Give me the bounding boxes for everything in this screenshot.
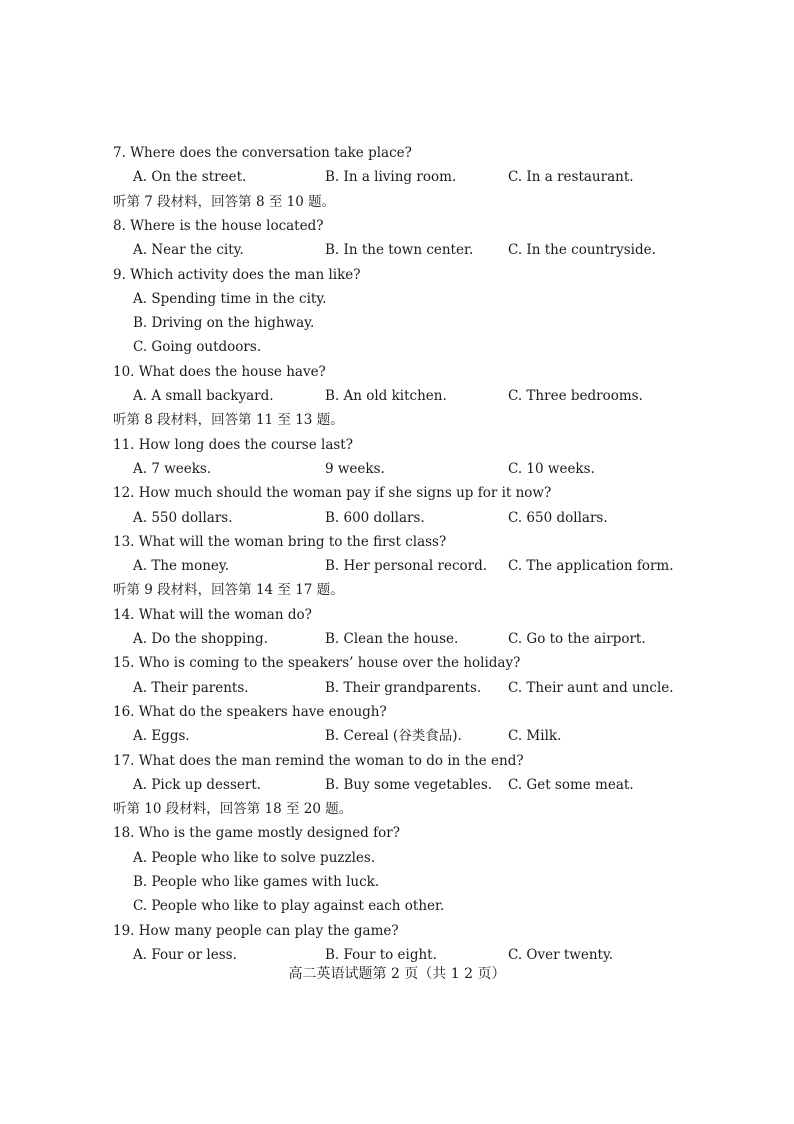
section-instruction: 听第 10 段材料，回答第 18 至 20 题。 [113, 801, 353, 817]
option-c: C. In the countryside. [508, 242, 656, 258]
option-b: B. Cereal (谷类食品). [325, 728, 462, 744]
question-text: 19. How many people can play the game? [113, 923, 399, 939]
page-footer: 高二英语试题第 2 页（共 1 2 页） [288, 966, 506, 982]
question-text: 15. Who is coming to the speakers’ house over the holiday? [113, 655, 521, 671]
option-a: A. Do the shopping. [133, 631, 268, 647]
option-line: B. People who like games with luck. [133, 874, 380, 890]
option-c: C. 10 weeks. [508, 461, 595, 477]
option-a: A. Near the city. [133, 242, 244, 258]
question-text: 14. What will the woman do? [113, 607, 312, 623]
question-text: 10. What does the house have? [113, 364, 326, 380]
option-c: C. In a restaurant. [508, 169, 634, 185]
option-b: B. Her personal record. [325, 558, 488, 574]
option-b: B. In a living room. [325, 169, 457, 185]
question-text: 9. Which activity does the man like? [113, 267, 361, 283]
option-a: A. The money. [133, 558, 230, 574]
question-text: 7. Where does the conversation take place? [113, 145, 412, 161]
option-line: C. People who like to play against each other. [133, 898, 445, 914]
option-a: A. Their parents. [133, 680, 249, 696]
question-text: 17. What does the man remind the woman to do in the end? [113, 753, 524, 769]
option-a: A. On the street. [133, 169, 247, 185]
section-instruction: 听第 7 段材料，回答第 8 至 10 题。 [113, 194, 336, 210]
question-text: 16. What do the speakers have enough? [113, 704, 387, 720]
option-b: B. In the town center. [325, 242, 474, 258]
option-a: A. Eggs. [133, 728, 190, 744]
section-instruction: 听第 8 段材料，回答第 11 至 13 题。 [113, 412, 344, 428]
option-c: C. Three bedrooms. [508, 388, 643, 404]
option-c: C. 650 dollars. [508, 510, 608, 526]
option-c: C. Their aunt and uncle. [508, 680, 674, 696]
option-line: A. Spending time in the city. [133, 291, 327, 307]
option-b: B. An old kitchen. [325, 388, 447, 404]
question-text: 18. Who is the game mostly designed for? [113, 825, 400, 841]
option-b: B. Clean the house. [325, 631, 459, 647]
option-b: 9 weeks. [325, 461, 385, 477]
option-a: A. 7 weeks. [133, 461, 212, 477]
question-text: 8. Where is the house located? [113, 218, 324, 234]
option-c: C. The application form. [508, 558, 674, 574]
option-b: B. Buy some vegetables. [325, 777, 493, 793]
option-b: B. Their grandparents. [325, 680, 482, 696]
question-text: 13. What will the woman bring to the first class? [113, 534, 447, 550]
option-a: A. A small backyard. [133, 388, 274, 404]
option-a: A. Four or less. [133, 947, 237, 963]
section-instruction: 听第 9 段材料，回答第 14 至 17 题。 [113, 582, 344, 598]
option-b: B. 600 dollars. [325, 510, 425, 526]
option-c: C. Milk. [508, 728, 562, 744]
option-line: A. People who like to solve puzzles. [133, 850, 376, 866]
option-c: C. Go to the airport. [508, 631, 646, 647]
question-text: 12. How much should the woman pay if she signs up for it now? [113, 485, 552, 501]
option-line: C. Going outdoors. [133, 339, 262, 355]
question-text: 11. How long does the course last? [113, 437, 353, 453]
option-c: C. Over twenty. [508, 947, 614, 963]
option-c: C. Get some meat. [508, 777, 634, 793]
option-line: B. Driving on the highway. [133, 315, 315, 331]
option-b: B. Four to eight. [325, 947, 437, 963]
option-a: A. Pick up dessert. [133, 777, 262, 793]
option-a: A. 550 dollars. [133, 510, 233, 526]
